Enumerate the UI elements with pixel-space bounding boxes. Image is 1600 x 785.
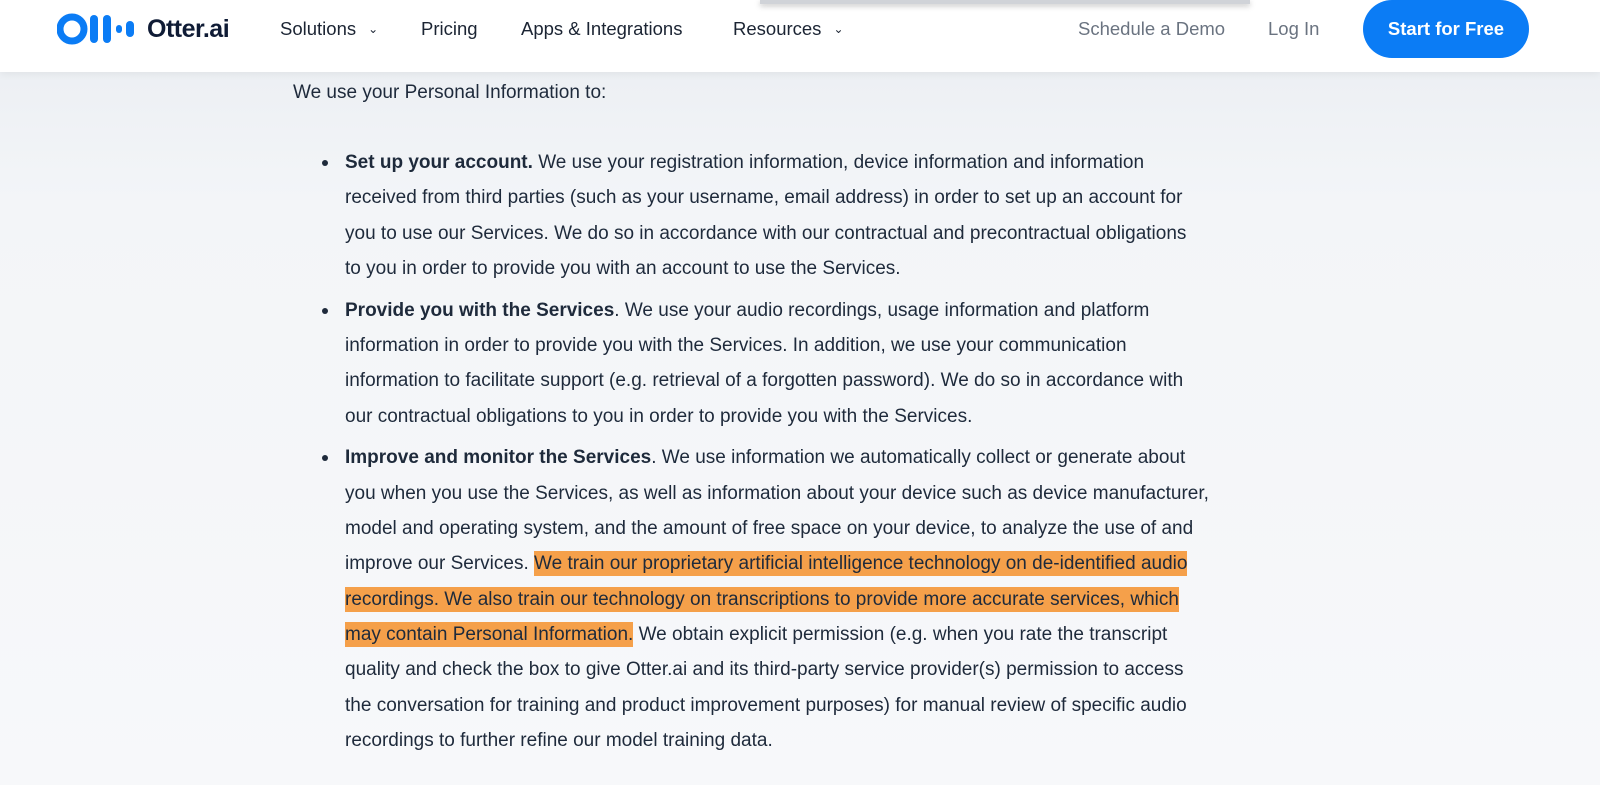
item-text: information in order to provide you with the Services. In addition, we use your communication <box>345 334 1127 356</box>
item-text: quality and check the box to give Otter.ai and its third-party service provider(s) permission to access <box>345 659 1184 681</box>
nav-label: Pricing <box>421 18 478 39</box>
login-link[interactable]: Log In <box>1268 18 1320 39</box>
logo-text: Otter.ai <box>147 14 230 43</box>
list-item <box>345 145 1209 287</box>
overlay-edge <box>760 0 1250 4</box>
item-text: recordings to further refine our model training data. <box>345 730 773 752</box>
item-text: received from third parties (such as your username, email address) in order to set up an account for <box>345 187 1183 209</box>
site-header <box>0 0 1600 72</box>
item-title: Improve and monitor the Services <box>345 447 652 469</box>
nav-label: Solutions <box>280 18 357 39</box>
otter-logo-icon <box>57 12 135 46</box>
item-text: We use your registration information, device information and information <box>532 152 1145 173</box>
item-text: We obtain explicit permission (e.g. when you rate the transcript <box>633 624 1168 646</box>
nav-label: Apps & Integrations <box>521 18 683 39</box>
chevron-down-icon: ⌄ <box>833 22 844 36</box>
start-for-free-button[interactable]: Start for Free <box>1363 0 1529 58</box>
item-text: the conversation for training and product improvement purposes) for manual review of specific audio <box>345 694 1187 716</box>
item-text: information to facilitate support (e.g. retrieval of a forgotten password). We do so in accordance with <box>345 370 1184 392</box>
item-text: to you in order to provide you with an account to use the Services. <box>345 258 901 280</box>
usage-list <box>345 145 1209 765</box>
list-item <box>345 293 1209 435</box>
nav-solutions[interactable] <box>280 18 378 40</box>
item-text: model and operating system, and the amount of free space on your device, to analyze the use of and <box>345 517 1194 539</box>
item-text: improve our Services. <box>345 553 535 575</box>
highlighted-text: recordings. We also train our technology on transcriptions to provide more accurate services, which <box>345 588 1179 610</box>
item-text: our contractual obligations to you in order to provide you with the Services. <box>345 405 973 427</box>
highlighted-text: may contain Personal Information. <box>345 624 634 646</box>
nav-pricing[interactable] <box>421 18 478 40</box>
bullet-icon <box>322 455 328 461</box>
item-title: Provide you with the Services <box>345 299 615 321</box>
item-text: . We use your audio recordings, usage information and platform <box>614 299 1150 321</box>
intro-text: We use your Personal Information to: <box>293 82 607 103</box>
item-text: . We use information we automatically collect or generate about <box>651 447 1186 469</box>
item-text: you to use our Services. We do so in accordance with our contractual and precontractual obligations <box>345 222 1187 244</box>
item-title: Set up your account. <box>345 152 533 173</box>
item-text: you when you use the Services, as well as information about your device such as device manufacturer, <box>345 482 1209 504</box>
nav-label: Resources <box>733 18 822 39</box>
highlighted-text: We train our proprietary artificial intelligence technology on de-identified audio <box>534 553 1188 575</box>
bullet-icon <box>322 308 328 314</box>
nav-resources[interactable] <box>733 18 844 40</box>
bullet-icon <box>322 160 328 166</box>
otter-logo[interactable] <box>57 12 229 46</box>
chevron-down-icon: ⌄ <box>368 22 379 36</box>
nav-apps-integrations[interactable] <box>521 18 682 40</box>
schedule-demo-link[interactable]: Schedule a Demo <box>1078 18 1226 39</box>
list-item <box>345 440 1209 759</box>
